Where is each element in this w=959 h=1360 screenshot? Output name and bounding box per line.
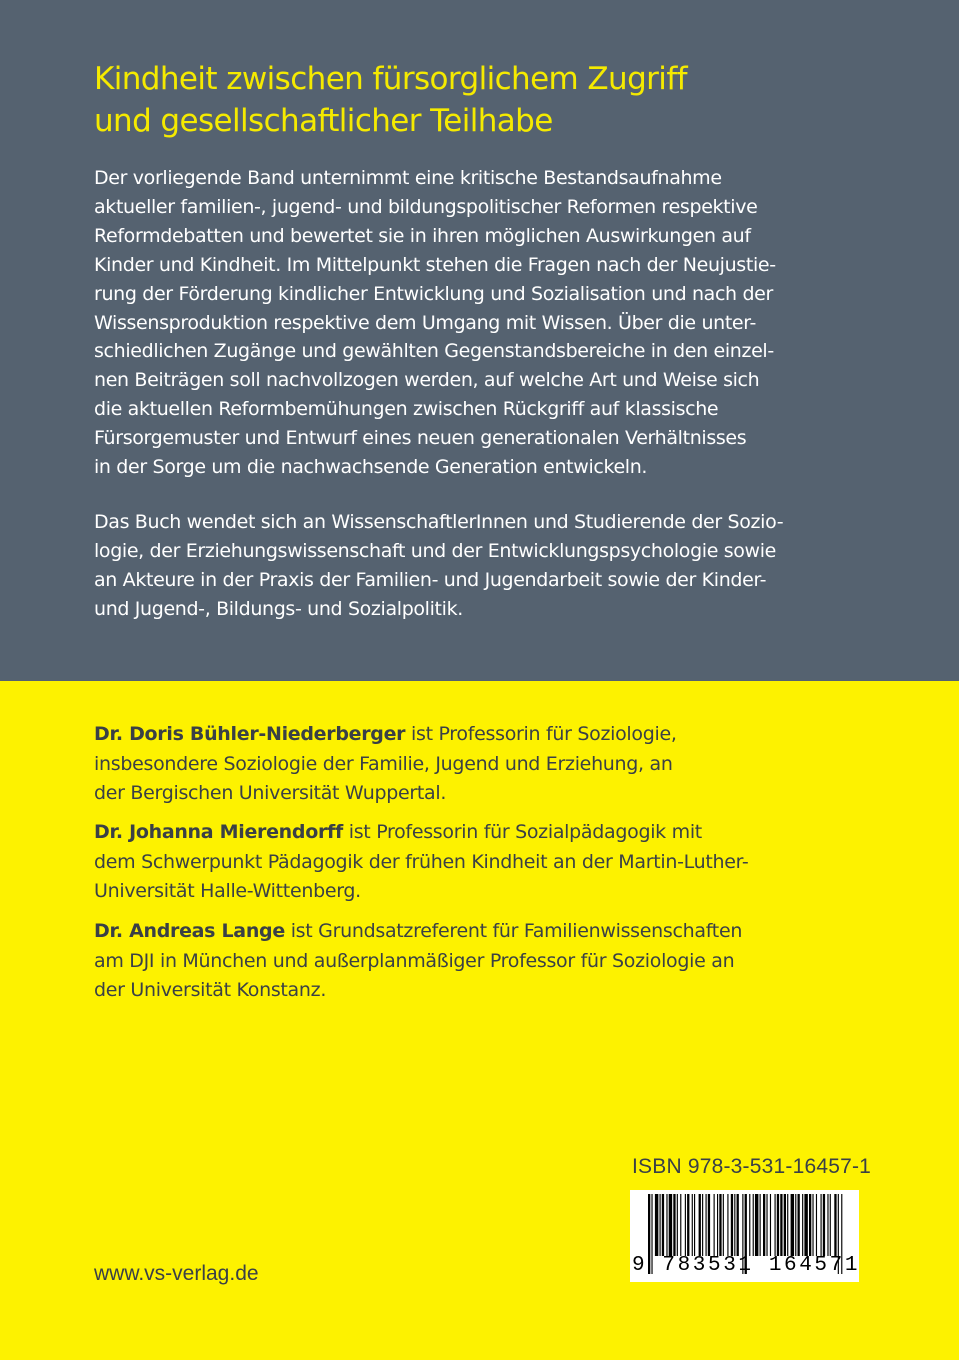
barcode-bar — [714, 1194, 715, 1256]
text-line: in der Sorge um die nachwachsende Generation entwickeln. — [94, 456, 648, 479]
barcode-bar — [660, 1194, 661, 1256]
text-line: Fürsorgemuster und Entwurf eines neuen generationalen Verhältnisses — [94, 427, 747, 450]
barcode-bar — [719, 1194, 721, 1256]
text-line: schiedlichen Zugänge und gewählten Gegenstandsbereiche in den einzel- — [94, 340, 774, 363]
text-line: insbesondere Soziologie der Familie, Jugend und Erziehung, an — [94, 752, 673, 775]
barcode-bar — [830, 1194, 831, 1256]
barcode-bar — [766, 1194, 767, 1256]
text-line: der Bergischen Universität Wuppertal. — [94, 782, 447, 804]
barcode-bar — [727, 1194, 728, 1256]
barcode-bar — [809, 1194, 811, 1256]
bio-text: ist Professorin für Sozialpädagogik mit — [342, 821, 702, 843]
barcode-bar — [834, 1194, 836, 1256]
text-line: nen Beiträgen soll nachvollzogen werden, auf welche Art und Weise sich — [94, 369, 760, 392]
author-bio-1 — [94, 720, 914, 809]
text-line: an Akteure in der Praxis der Familien- und Jugendarbeit sowie der Kinder- — [94, 568, 767, 591]
barcode-bar — [804, 1194, 807, 1256]
barcode-bar — [731, 1194, 733, 1256]
barcode-bar — [699, 1194, 701, 1256]
barcode-bar — [784, 1194, 786, 1256]
barcode-bar — [673, 1194, 675, 1256]
text-line: aktueller familien-, jugend- und bildungspolitischer Reformen respektive — [94, 195, 758, 218]
publisher-website[interactable]: www.vs-verlag.de — [94, 1262, 259, 1285]
barcode-bar — [816, 1194, 817, 1256]
barcode-bar — [760, 1194, 761, 1256]
text-line — [94, 720, 914, 750]
author-name: Dr. Andreas Lange — [94, 920, 285, 942]
barcode-bar — [685, 1194, 686, 1256]
barcode-bar — [662, 1194, 664, 1256]
barcode-bar — [702, 1194, 703, 1256]
barcode-bar — [692, 1194, 693, 1256]
barcode-bar — [655, 1194, 658, 1256]
barcode-bar — [677, 1194, 678, 1256]
barcode-bar — [755, 1194, 758, 1256]
description-paragraph-2 — [94, 508, 914, 624]
barcode-bar — [787, 1194, 788, 1256]
barcode-bar — [723, 1194, 724, 1256]
barcode-bar — [687, 1194, 689, 1256]
text-line: die aktuellen Reformbemühungen zwischen Rückgriff auf klassische — [94, 398, 719, 421]
barcode-bar — [775, 1194, 776, 1256]
text-line: logie, der Erziehungswissenschaft und der Entwicklungspsychologie sowie — [94, 539, 777, 562]
barcode-bar — [666, 1194, 667, 1256]
barcode-bar — [749, 1194, 750, 1256]
text-line — [94, 917, 914, 947]
text-line: am DJI in München und außerplanmäßiger Professor für Soziologie an — [94, 949, 735, 972]
barcode-bar — [821, 1194, 822, 1256]
text-line: Wissensproduktion respektive dem Umgang mit Wissen. Über die unter- — [94, 311, 757, 334]
barcode-bar — [717, 1194, 718, 1256]
bio-text: ist Professorin für Soziologie, — [405, 723, 677, 745]
title-line: Kindheit zwischen fürsorglichem Zugriff — [94, 61, 687, 97]
barcode-bar — [694, 1194, 695, 1256]
text-line: Universität Halle-Wittenberg. — [94, 880, 361, 902]
author-name: Dr. Johanna Mierendorff — [94, 821, 343, 843]
text-line — [94, 818, 914, 848]
barcode-bar — [791, 1194, 794, 1256]
barcode-bar — [706, 1194, 707, 1256]
text-line: der Universität Konstanz. — [94, 979, 327, 1001]
barcode-bar — [770, 1194, 771, 1256]
book-title — [94, 58, 914, 142]
barcode-bar — [780, 1194, 782, 1256]
barcode-bar — [669, 1194, 672, 1256]
barcode-digits: 9 783531 164571 — [632, 1254, 861, 1277]
barcode-bar — [798, 1194, 800, 1256]
text-line: dem Schwerpunkt Pädagogik der frühen Kindheit an der Martin-Luther- — [94, 850, 749, 873]
text-line: Kinder und Kindheit. Im Mittelpunkt stehen die Fragen nach der Neujustie- — [94, 253, 776, 276]
author-bio-2 — [94, 818, 914, 907]
barcode-bar — [795, 1194, 796, 1256]
text-line: Der vorliegende Band unternimmt eine kritische Bestandsaufnahme — [94, 167, 722, 189]
isbn-label: ISBN 978-3-531-16457-1 — [632, 1155, 872, 1178]
description-paragraph-1 — [94, 164, 914, 482]
author-name: Dr. Doris Bühler-Niederberger — [94, 723, 406, 745]
title-line: und gesellschaftlicher Teilhabe — [94, 103, 553, 139]
barcode-bar — [777, 1194, 779, 1256]
bio-text: ist Grundsatzreferent für Familienwissenschaften — [284, 920, 743, 942]
barcode-bar — [753, 1194, 754, 1256]
author-bio-3 — [94, 917, 914, 1006]
text-line: Reformdebatten und bewertet sie in ihren möglichen Auswirkungen auf — [94, 224, 751, 247]
barcode-bar — [827, 1194, 828, 1256]
barcode-bar — [734, 1194, 735, 1256]
barcode-bar — [680, 1194, 681, 1256]
barcode-bar — [737, 1194, 739, 1256]
text-line: rung der Förderung kindlicher Entwicklung und Sozialisation und nach der — [94, 282, 773, 305]
barcode-bar — [802, 1194, 803, 1256]
barcode-bar — [708, 1194, 710, 1256]
barcode-bar — [823, 1194, 825, 1256]
text-line: Das Buch wendet sich an WissenschaftlerInnen und Studierende der Sozio- — [94, 511, 784, 533]
text-line: und Jugend-, Bildungs- und Sozialpolitik. — [94, 597, 463, 620]
barcode-bar — [812, 1194, 813, 1256]
barcode-bar — [763, 1194, 765, 1256]
